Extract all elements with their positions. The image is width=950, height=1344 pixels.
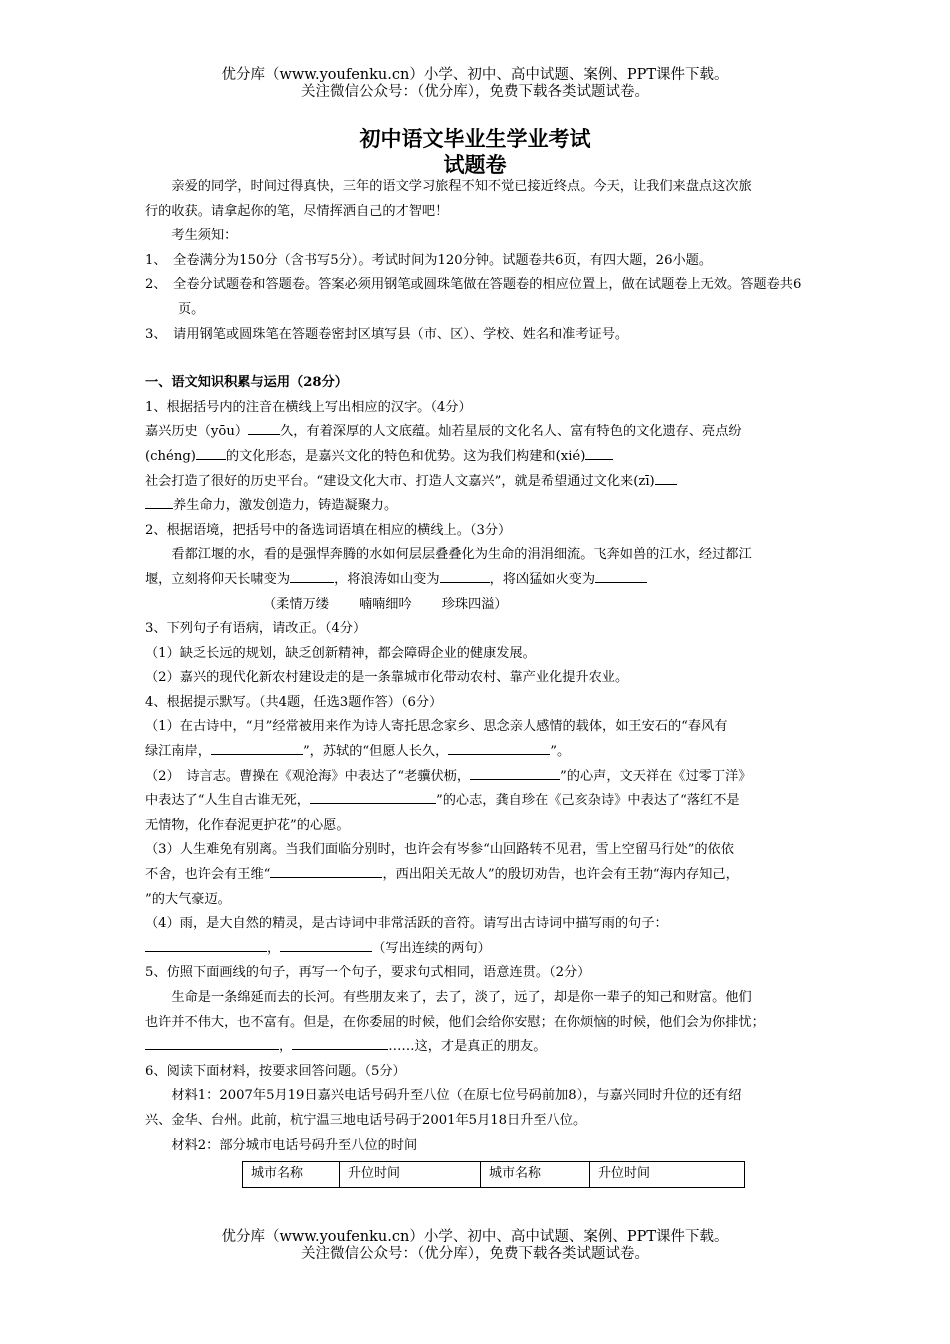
- notice-title: 考生须知：: [171, 228, 238, 244]
- title-line-2: 试题卷: [443, 153, 507, 177]
- answer-blank[interactable]: [145, 937, 267, 952]
- question-4-line: （1）在古诗中，“月”经常被用来作为诗人寄托思念家乡、思念亲人感情的载体，如王安石的“春风有: [145, 719, 728, 735]
- answer-blank[interactable]: [145, 494, 173, 509]
- title-line-1: 初中语文毕业生学业考试: [359, 127, 591, 151]
- footer-line-1: 优分库（www.youfenku.cn）小学、初中、高中试题、案例、PPT课件下载。: [221, 1229, 729, 1245]
- answer-blank[interactable]: [248, 420, 280, 435]
- notice-item: 2、 全卷分试题卷和答题卷。答案必须用钢笔或圆珠笔做在答题卷的相应位置上，做在试题卷上无效。答题卷共6页。: [145, 277, 802, 317]
- table-header-row: [243, 1162, 745, 1188]
- answer-blank[interactable]: [292, 1035, 388, 1050]
- question-5-text: 生命是一条绵延而去的长河。有些朋友来了，去了，淡了，远了，却是你一辈子的知己和财富。他们: [171, 990, 752, 1005]
- notice-item: 3、 请用钢笔或圆珠笔在答题卷密封区填写县（市、区）、学校、姓名和准考证号。: [145, 326, 629, 342]
- question-4-line: 中表达了“人生自古谁无死， ”的心志，龚自珍在《己亥杂诗》中表达了“落红不是: [145, 789, 815, 814]
- answer-blank[interactable]: [440, 568, 490, 583]
- answer-blank[interactable]: [655, 470, 677, 485]
- question-3-sentence: （1）缺乏长远的规划，缺乏创新精神，都会障碍企业的健康发展。: [145, 645, 536, 661]
- answer-blank[interactable]: [595, 568, 647, 583]
- question-2-line: 堰，立刻将仰天长啸变为 ，将浪涛如山变为 ，将凶猛如火变为: [145, 568, 815, 593]
- question-1-line: (chéng) 的文化形态，是嘉兴文化的特色和优势。这为我们构建和(xié): [145, 445, 815, 470]
- answer-blank[interactable]: [290, 568, 334, 583]
- question-1-stem: 1、根据括号内的注音在横线上写出相应的汉字。（4分）: [145, 399, 472, 415]
- table-header-cell: 城市名称: [243, 1162, 340, 1188]
- question-2-stem: 2、根据语境，把括号中的备选词语填在相应的横线上。（3分）: [145, 522, 512, 538]
- question-1-line: 养生命力，激发创造力，铸造凝聚力。: [145, 494, 815, 519]
- question-3-sentence: （2）嘉兴的现代化新农村建设走的是一条靠城市化带动农村、靠产业化提升农业。: [145, 670, 629, 686]
- question-5-stem: 5、仿照下面画线的句子，再写一个句子，要求句式相同，语意连贯。（2分）: [145, 965, 591, 981]
- question-4-line: ， （写出连续的两句）: [145, 937, 815, 962]
- page-header: [0, 67, 950, 101]
- question-4-line: 绿江南岸， ”，苏轼的“但愿人长久， ”。: [145, 740, 815, 765]
- question-4-stem: 4、根据提示默写。（共4题，任选3题作答）（6分）: [145, 694, 443, 710]
- question-4-line: （2） 诗言志。曹操在《观沧海》中表达了“老骥伏枥， ”的心声，文天祥在《过零丁洋》: [145, 765, 815, 790]
- material-1-cont: 兴、金华、台州。此前，杭宁温三地电话号码于2001年5月18日升至八位。: [145, 1112, 587, 1128]
- intro-paragraph-cont: 行的收获。请拿起你的笔，尽情挥洒自己的才智吧！: [145, 203, 449, 219]
- answer-blank[interactable]: [470, 765, 560, 780]
- question-4-line: 不舍，也许会有王维“ ，西出阳关无故人”的殷切劝告，也许会有王勃“海内存知己，: [145, 863, 815, 888]
- notice-item: 1、 全卷满分为150分（含书写5分）。考试时间为120分钟。试题卷共6页，有四大题，26小题。: [145, 252, 713, 268]
- table-header-cell: 升位时间: [340, 1162, 481, 1188]
- header-line-1: 优分库（www.youfenku.cn）小学、初中、高中试题、案例、PPT课件下载。: [221, 67, 729, 83]
- exam-content: [145, 175, 815, 1188]
- page-footer: [0, 1229, 950, 1263]
- question-6-stem: 6、阅读下面材料，按要求回答问题。（5分）: [145, 1063, 406, 1079]
- answer-blank[interactable]: [270, 863, 382, 878]
- answer-blank[interactable]: [310, 789, 436, 804]
- material-1: 材料1：2007年5月19日嘉兴电话号码升至八位（在原七位号码前加8），与嘉兴同时升位的还有绍: [171, 1088, 742, 1104]
- question-4-line: 无情物，化作春泥更护花”的心愿。: [145, 817, 350, 833]
- question-1-line: 嘉兴历史（yōu） 久，有着深厚的人文底蕴。灿若星辰的文化名人、富有特色的文化遗存、亮点纷: [145, 420, 815, 445]
- question-3-stem: 3、下列句子有语病，请改正。（4分）: [145, 621, 367, 637]
- question-5-text: 也许并不伟大，也不富有。但是，在你委屈的时候，他们会给你安慰；在你烦恼的时候，他们会为你排忧；: [145, 1014, 765, 1030]
- answer-blank[interactable]: [585, 445, 613, 460]
- table-header-cell: 城市名称: [481, 1162, 590, 1188]
- material-2: 材料2：部分城市电话号码升至八位的时间: [171, 1137, 418, 1153]
- section-title: 一、语文知识积累与运用（28分）: [145, 375, 348, 391]
- question-4-line: （3）人生难免有别离。当我们面临分别时，也许会有岑参“山回路转不见君，雪上空留马行处”的依依: [145, 842, 734, 858]
- question-2-text: 看都江堰的水，看的是强悍奔腾的水如何层层叠叠化为生命的涓涓细流。飞奔如兽的江水，经过都江: [171, 547, 752, 563]
- question-4-line: ”的大气豪迈。: [145, 891, 231, 907]
- question-5-line: ， ……这，才是真正的朋友。: [145, 1035, 815, 1060]
- answer-blank[interactable]: [145, 1035, 279, 1050]
- answer-blank[interactable]: [448, 740, 550, 755]
- table-header-cell: 升位时间: [590, 1162, 745, 1188]
- question-2-options: （柔情万缕 喃喃细吟 珍珠四溢）: [263, 596, 508, 612]
- answer-blank[interactable]: [211, 740, 303, 755]
- answer-blank[interactable]: [280, 937, 372, 952]
- intro-paragraph: 亲爱的同学，时间过得真快，三年的语文学习旅程不知不觉已接近终点。今天，让我们来盘点这次旅: [171, 179, 752, 194]
- footer-line-2: 关注微信公众号：（优分库），免费下载各类试题试卷。: [301, 1246, 649, 1262]
- header-line-2: 关注微信公众号：（优分库），免费下载各类试题试卷。: [301, 84, 649, 100]
- question-1-line: 社会打造了很好的历史平台。“建设文化大市、打造人文嘉兴”，就是希望通过文化来(zī): [145, 470, 815, 495]
- answer-blank[interactable]: [196, 445, 226, 460]
- question-4-line: （4）雨，是大自然的精灵，是古诗词中非常活跃的音符。请写出古诗词中描写雨的句子：: [145, 916, 668, 932]
- phone-upgrade-table: [242, 1161, 745, 1188]
- exam-title: [0, 126, 950, 178]
